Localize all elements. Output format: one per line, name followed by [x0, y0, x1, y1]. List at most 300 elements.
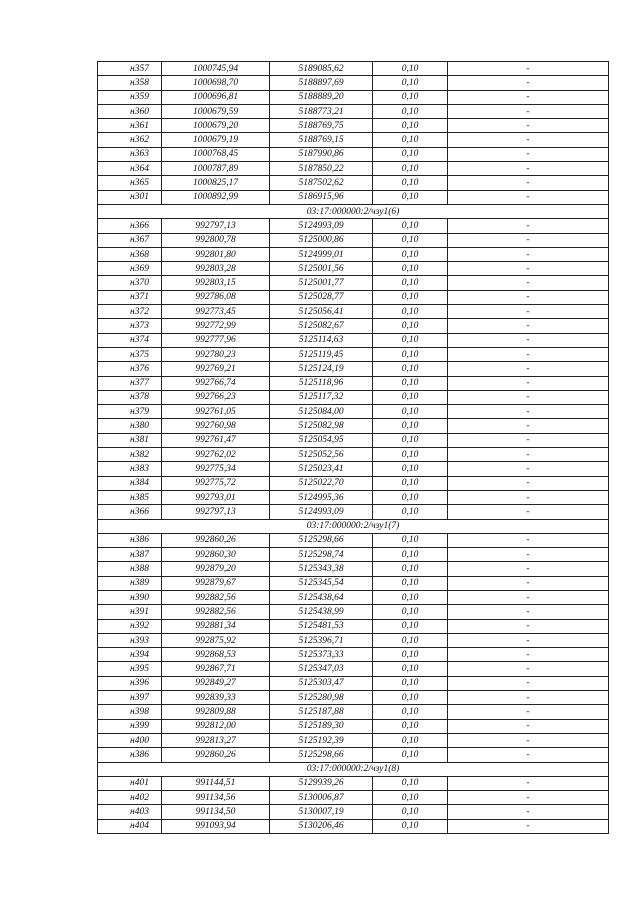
accuracy-cell: 0,10	[373, 562, 448, 576]
x-coordinate-cell: 1000696,81	[162, 90, 270, 104]
x-coordinate-cell: 1000698,70	[162, 76, 270, 90]
x-coordinate-cell: 992860,26	[162, 748, 270, 762]
table-row	[98, 533, 609, 547]
accuracy-cell: 0,10	[373, 662, 448, 676]
accuracy-cell: 0,10	[373, 362, 448, 376]
point-name-cell: н396	[98, 676, 162, 690]
y-coordinate-cell: 5129939,26	[270, 776, 373, 790]
table-row	[98, 605, 609, 619]
accuracy-cell: 0,10	[373, 619, 448, 633]
description-cell: -	[448, 605, 609, 619]
y-coordinate-cell: 5189085,62	[270, 62, 373, 76]
table-row	[98, 133, 609, 147]
y-coordinate-cell: 5125114,63	[270, 333, 373, 347]
y-coordinate-cell: 5125298,74	[270, 548, 373, 562]
description-cell: -	[448, 590, 609, 604]
description-cell: -	[448, 176, 609, 190]
x-coordinate-cell: 1000679,19	[162, 133, 270, 147]
table-row	[98, 333, 609, 347]
y-coordinate-cell: 5188897,69	[270, 76, 373, 90]
coordinates-table-body	[98, 62, 609, 834]
y-coordinate-cell: 5125023,41	[270, 462, 373, 476]
accuracy-cell: 0,10	[373, 576, 448, 590]
y-coordinate-cell: 5125343,38	[270, 562, 373, 576]
table-row	[98, 119, 609, 133]
description-cell: -	[448, 448, 609, 462]
point-name-cell: н397	[98, 691, 162, 705]
x-coordinate-cell: 1000745,94	[162, 62, 270, 76]
accuracy-cell: 0,10	[373, 62, 448, 76]
section-heading: 03:17:000000:2/чзу1(6)	[98, 204, 609, 218]
y-coordinate-cell: 5125298,66	[270, 533, 373, 547]
x-coordinate-cell: 992879,20	[162, 562, 270, 576]
y-coordinate-cell: 5125119,45	[270, 347, 373, 361]
point-name-cell: н394	[98, 648, 162, 662]
y-coordinate-cell: 5125192,39	[270, 733, 373, 747]
description-cell: -	[448, 433, 609, 447]
x-coordinate-cell: 991144,51	[162, 776, 270, 790]
point-name-cell: н377	[98, 376, 162, 390]
y-coordinate-cell: 5187502,62	[270, 176, 373, 190]
accuracy-cell: 0,10	[373, 791, 448, 805]
point-name-cell: н388	[98, 562, 162, 576]
point-name-cell: н392	[98, 619, 162, 633]
point-name-cell: н366	[98, 505, 162, 519]
x-coordinate-cell: 991093,94	[162, 819, 270, 833]
accuracy-cell: 0,10	[373, 90, 448, 104]
table-row	[98, 319, 609, 333]
x-coordinate-cell: 992761,05	[162, 405, 270, 419]
y-coordinate-cell: 5124995,36	[270, 490, 373, 504]
table-row	[98, 390, 609, 404]
description-cell: -	[448, 90, 609, 104]
description-cell: -	[448, 219, 609, 233]
accuracy-cell: 0,10	[373, 162, 448, 176]
table-row	[98, 791, 609, 805]
x-coordinate-cell: 992786,08	[162, 290, 270, 304]
accuracy-cell: 0,10	[373, 490, 448, 504]
x-coordinate-cell: 992813,27	[162, 733, 270, 747]
x-coordinate-cell: 992777,96	[162, 333, 270, 347]
y-coordinate-cell: 5125054,95	[270, 433, 373, 447]
section-heading-row	[98, 519, 609, 533]
y-coordinate-cell: 5125028,77	[270, 290, 373, 304]
point-name-cell: н367	[98, 233, 162, 247]
table-row	[98, 619, 609, 633]
point-name-cell: н398	[98, 705, 162, 719]
table-row	[98, 290, 609, 304]
y-coordinate-cell: 5124993,09	[270, 505, 373, 519]
accuracy-cell: 0,10	[373, 462, 448, 476]
point-name-cell: н401	[98, 776, 162, 790]
point-name-cell: н380	[98, 419, 162, 433]
accuracy-cell: 0,10	[373, 733, 448, 747]
point-name-cell: н379	[98, 405, 162, 419]
y-coordinate-cell: 5125117,32	[270, 390, 373, 404]
table-row	[98, 505, 609, 519]
accuracy-cell: 0,10	[373, 405, 448, 419]
description-cell: -	[448, 505, 609, 519]
x-coordinate-cell: 992860,30	[162, 548, 270, 562]
accuracy-cell: 0,10	[373, 133, 448, 147]
y-coordinate-cell: 5125124,19	[270, 362, 373, 376]
description-cell: -	[448, 648, 609, 662]
table-row	[98, 476, 609, 490]
accuracy-cell: 0,10	[373, 190, 448, 204]
accuracy-cell: 0,10	[373, 319, 448, 333]
table-row	[98, 776, 609, 790]
point-name-cell: н385	[98, 490, 162, 504]
y-coordinate-cell: 5130006,87	[270, 791, 373, 805]
accuracy-cell: 0,10	[373, 305, 448, 319]
x-coordinate-cell: 1000679,20	[162, 119, 270, 133]
description-cell: -	[448, 147, 609, 161]
x-coordinate-cell: 992760,98	[162, 419, 270, 433]
y-coordinate-cell: 5125189,30	[270, 719, 373, 733]
table-row	[98, 662, 609, 676]
table-row	[98, 405, 609, 419]
accuracy-cell: 0,10	[373, 104, 448, 118]
table-row	[98, 233, 609, 247]
y-coordinate-cell: 5125001,77	[270, 276, 373, 290]
y-coordinate-cell: 5125082,67	[270, 319, 373, 333]
table-row	[98, 448, 609, 462]
y-coordinate-cell: 5125345,54	[270, 576, 373, 590]
accuracy-cell: 0,10	[373, 748, 448, 762]
description-cell: -	[448, 405, 609, 419]
table-row	[98, 819, 609, 833]
accuracy-cell: 0,10	[373, 533, 448, 547]
description-cell: -	[448, 476, 609, 490]
table-row	[98, 462, 609, 476]
accuracy-cell: 0,10	[373, 476, 448, 490]
description-cell: -	[448, 62, 609, 76]
description-cell: -	[448, 190, 609, 204]
y-coordinate-cell: 5125187,88	[270, 705, 373, 719]
point-name-cell: н301	[98, 190, 162, 204]
point-name-cell: н370	[98, 276, 162, 290]
y-coordinate-cell: 5125001,56	[270, 262, 373, 276]
y-coordinate-cell: 5125347,03	[270, 662, 373, 676]
y-coordinate-cell: 5125438,64	[270, 590, 373, 604]
accuracy-cell: 0,10	[373, 233, 448, 247]
x-coordinate-cell: 992882,56	[162, 605, 270, 619]
table-row	[98, 633, 609, 647]
y-coordinate-cell: 5188769,15	[270, 133, 373, 147]
point-name-cell: н358	[98, 76, 162, 90]
description-cell: -	[448, 347, 609, 361]
accuracy-cell: 0,10	[373, 76, 448, 90]
table-row	[98, 719, 609, 733]
section-heading-row	[98, 762, 609, 776]
section-heading-row	[98, 204, 609, 218]
x-coordinate-cell: 992882,56	[162, 590, 270, 604]
accuracy-cell: 0,10	[373, 433, 448, 447]
point-name-cell: н376	[98, 362, 162, 376]
x-coordinate-cell: 992803,28	[162, 262, 270, 276]
y-coordinate-cell: 5125280,98	[270, 691, 373, 705]
section-heading: 03:17:000000:2/чзу1(7)	[98, 519, 609, 533]
description-cell: -	[448, 376, 609, 390]
point-name-cell: н384	[98, 476, 162, 490]
accuracy-cell: 0,10	[373, 819, 448, 833]
x-coordinate-cell: 1000679,59	[162, 104, 270, 118]
point-name-cell: н374	[98, 333, 162, 347]
table-row	[98, 805, 609, 819]
section-heading: 03:17:000000:2/чзу1(8)	[98, 762, 609, 776]
point-name-cell: н395	[98, 662, 162, 676]
table-row	[98, 262, 609, 276]
description-cell: -	[448, 548, 609, 562]
point-name-cell: н386	[98, 533, 162, 547]
description-cell: -	[448, 305, 609, 319]
table-row	[98, 419, 609, 433]
y-coordinate-cell: 5125373,33	[270, 648, 373, 662]
x-coordinate-cell: 992839,33	[162, 691, 270, 705]
description-cell: -	[448, 805, 609, 819]
y-coordinate-cell: 5125022,70	[270, 476, 373, 490]
description-cell: -	[448, 791, 609, 805]
x-coordinate-cell: 1000787,89	[162, 162, 270, 176]
accuracy-cell: 0,10	[373, 648, 448, 662]
y-coordinate-cell: 5130007,19	[270, 805, 373, 819]
x-coordinate-cell: 992809,88	[162, 705, 270, 719]
x-coordinate-cell: 992800,78	[162, 233, 270, 247]
accuracy-cell: 0,10	[373, 776, 448, 790]
table-row	[98, 104, 609, 118]
coordinates-table	[97, 61, 609, 834]
point-name-cell: н383	[98, 462, 162, 476]
x-coordinate-cell: 992797,13	[162, 219, 270, 233]
table-row	[98, 676, 609, 690]
point-name-cell: н363	[98, 147, 162, 161]
description-cell: -	[448, 533, 609, 547]
y-coordinate-cell: 5125481,53	[270, 619, 373, 633]
description-cell: -	[448, 162, 609, 176]
point-name-cell: н387	[98, 548, 162, 562]
description-cell: -	[448, 462, 609, 476]
accuracy-cell: 0,10	[373, 448, 448, 462]
point-name-cell: н382	[98, 448, 162, 462]
point-name-cell: н359	[98, 90, 162, 104]
accuracy-cell: 0,10	[373, 147, 448, 161]
point-name-cell: н391	[98, 605, 162, 619]
x-coordinate-cell: 991134,50	[162, 805, 270, 819]
accuracy-cell: 0,10	[373, 219, 448, 233]
x-coordinate-cell: 1000768,45	[162, 147, 270, 161]
table-row	[98, 305, 609, 319]
y-coordinate-cell: 5125056,41	[270, 305, 373, 319]
table-row	[98, 362, 609, 376]
table-row	[98, 376, 609, 390]
x-coordinate-cell: 992775,72	[162, 476, 270, 490]
point-name-cell: н378	[98, 390, 162, 404]
x-coordinate-cell: 992780,23	[162, 347, 270, 361]
accuracy-cell: 0,10	[373, 176, 448, 190]
accuracy-cell: 0,10	[373, 119, 448, 133]
x-coordinate-cell: 992801,80	[162, 247, 270, 261]
accuracy-cell: 0,10	[373, 390, 448, 404]
description-cell: -	[448, 76, 609, 90]
accuracy-cell: 0,10	[373, 719, 448, 733]
table-row	[98, 90, 609, 104]
x-coordinate-cell: 992881,34	[162, 619, 270, 633]
point-name-cell: н393	[98, 633, 162, 647]
point-name-cell: н389	[98, 576, 162, 590]
y-coordinate-cell: 5124999,01	[270, 247, 373, 261]
accuracy-cell: 0,10	[373, 705, 448, 719]
y-coordinate-cell: 5188769,75	[270, 119, 373, 133]
x-coordinate-cell: 992849,27	[162, 676, 270, 690]
point-name-cell: н404	[98, 819, 162, 833]
description-cell: -	[448, 562, 609, 576]
description-cell: -	[448, 247, 609, 261]
x-coordinate-cell: 992762,02	[162, 448, 270, 462]
table-row	[98, 705, 609, 719]
description-cell: -	[448, 233, 609, 247]
point-name-cell: н373	[98, 319, 162, 333]
description-cell: -	[448, 633, 609, 647]
point-name-cell: н386	[98, 748, 162, 762]
point-name-cell: н399	[98, 719, 162, 733]
description-cell: -	[448, 490, 609, 504]
table-row	[98, 62, 609, 76]
x-coordinate-cell: 992772,99	[162, 319, 270, 333]
point-name-cell: н368	[98, 247, 162, 261]
x-coordinate-cell: 992793,01	[162, 490, 270, 504]
table-row	[98, 76, 609, 90]
accuracy-cell: 0,10	[373, 691, 448, 705]
table-row	[98, 347, 609, 361]
point-name-cell: н390	[98, 590, 162, 604]
description-cell: -	[448, 133, 609, 147]
y-coordinate-cell: 5130206,46	[270, 819, 373, 833]
accuracy-cell: 0,10	[373, 333, 448, 347]
x-coordinate-cell: 992766,74	[162, 376, 270, 390]
point-name-cell: н372	[98, 305, 162, 319]
table-row	[98, 176, 609, 190]
description-cell: -	[448, 290, 609, 304]
accuracy-cell: 0,10	[373, 247, 448, 261]
table-row	[98, 147, 609, 161]
y-coordinate-cell: 5125052,56	[270, 448, 373, 462]
description-cell: -	[448, 691, 609, 705]
description-cell: -	[448, 119, 609, 133]
description-cell: -	[448, 276, 609, 290]
description-cell: -	[448, 390, 609, 404]
table-row	[98, 190, 609, 204]
y-coordinate-cell: 5125303,47	[270, 676, 373, 690]
table-row	[98, 562, 609, 576]
point-name-cell: н400	[98, 733, 162, 747]
y-coordinate-cell: 5125118,96	[270, 376, 373, 390]
description-cell: -	[448, 333, 609, 347]
point-name-cell: н381	[98, 433, 162, 447]
accuracy-cell: 0,10	[373, 548, 448, 562]
point-name-cell: н403	[98, 805, 162, 819]
accuracy-cell: 0,10	[373, 376, 448, 390]
x-coordinate-cell: 992761,47	[162, 433, 270, 447]
description-cell: -	[448, 776, 609, 790]
accuracy-cell: 0,10	[373, 805, 448, 819]
x-coordinate-cell: 992868,53	[162, 648, 270, 662]
y-coordinate-cell: 5187990,86	[270, 147, 373, 161]
x-coordinate-cell: 992773,45	[162, 305, 270, 319]
y-coordinate-cell: 5188773,21	[270, 104, 373, 118]
x-coordinate-cell: 992812,00	[162, 719, 270, 733]
x-coordinate-cell: 991134,56	[162, 791, 270, 805]
table-row	[98, 733, 609, 747]
table-row	[98, 490, 609, 504]
accuracy-cell: 0,10	[373, 605, 448, 619]
point-name-cell: н371	[98, 290, 162, 304]
description-cell: -	[448, 262, 609, 276]
table-row	[98, 648, 609, 662]
table-row	[98, 219, 609, 233]
accuracy-cell: 0,10	[373, 505, 448, 519]
x-coordinate-cell: 992860,26	[162, 533, 270, 547]
point-name-cell: н357	[98, 62, 162, 76]
description-cell: -	[448, 705, 609, 719]
y-coordinate-cell: 5188889,20	[270, 90, 373, 104]
accuracy-cell: 0,10	[373, 419, 448, 433]
description-cell: -	[448, 419, 609, 433]
point-name-cell: н369	[98, 262, 162, 276]
x-coordinate-cell: 992775,34	[162, 462, 270, 476]
description-cell: -	[448, 819, 609, 833]
y-coordinate-cell: 5125084,00	[270, 405, 373, 419]
description-cell: -	[448, 676, 609, 690]
accuracy-cell: 0,10	[373, 590, 448, 604]
accuracy-cell: 0,10	[373, 347, 448, 361]
accuracy-cell: 0,10	[373, 290, 448, 304]
point-name-cell: н364	[98, 162, 162, 176]
x-coordinate-cell: 992797,13	[162, 505, 270, 519]
x-coordinate-cell: 1000892,99	[162, 190, 270, 204]
y-coordinate-cell: 5125082,98	[270, 419, 373, 433]
description-cell: -	[448, 748, 609, 762]
x-coordinate-cell: 992875,92	[162, 633, 270, 647]
description-cell: -	[448, 362, 609, 376]
point-name-cell: н402	[98, 791, 162, 805]
x-coordinate-cell: 992879,67	[162, 576, 270, 590]
table-row	[98, 576, 609, 590]
y-coordinate-cell: 5125298,66	[270, 748, 373, 762]
point-name-cell: н362	[98, 133, 162, 147]
y-coordinate-cell: 5125396,71	[270, 633, 373, 647]
point-name-cell: н375	[98, 347, 162, 361]
table-row	[98, 691, 609, 705]
table-row	[98, 276, 609, 290]
x-coordinate-cell: 992803,15	[162, 276, 270, 290]
point-name-cell: н361	[98, 119, 162, 133]
description-cell: -	[448, 104, 609, 118]
accuracy-cell: 0,10	[373, 262, 448, 276]
accuracy-cell: 0,10	[373, 633, 448, 647]
table-row	[98, 162, 609, 176]
x-coordinate-cell: 992867,71	[162, 662, 270, 676]
x-coordinate-cell: 992769,21	[162, 362, 270, 376]
x-coordinate-cell: 1000825,17	[162, 176, 270, 190]
table-row	[98, 247, 609, 261]
y-coordinate-cell: 5186915,96	[270, 190, 373, 204]
point-name-cell: н360	[98, 104, 162, 118]
description-cell: -	[448, 662, 609, 676]
description-cell: -	[448, 319, 609, 333]
y-coordinate-cell: 5125000,86	[270, 233, 373, 247]
table-row	[98, 433, 609, 447]
y-coordinate-cell: 5187850,22	[270, 162, 373, 176]
